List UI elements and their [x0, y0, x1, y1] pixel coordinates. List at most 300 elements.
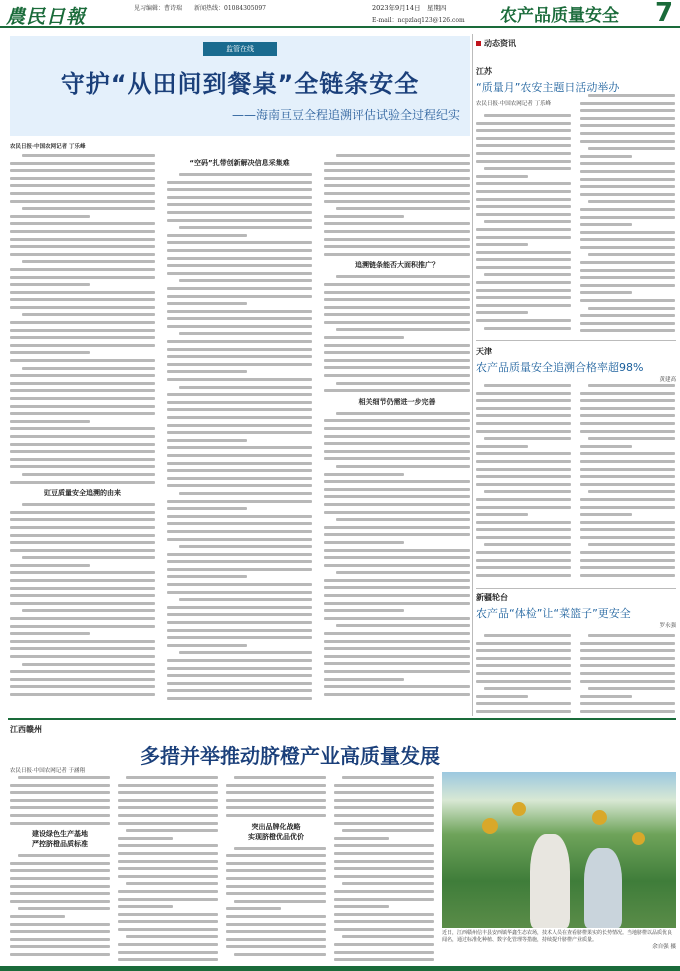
text-line [324, 336, 404, 339]
text-line [167, 181, 312, 184]
text-line [476, 702, 571, 705]
text-line [476, 475, 571, 478]
text-line [118, 905, 173, 908]
text-line [324, 480, 470, 483]
text-line [10, 806, 110, 809]
text-line [580, 246, 675, 249]
text-line [484, 327, 571, 330]
text-line [10, 784, 110, 787]
text-line [476, 664, 571, 667]
text-line [476, 672, 571, 675]
text-line [10, 647, 155, 650]
text-line [334, 799, 434, 802]
text-line [336, 382, 470, 385]
text-line [580, 695, 632, 698]
text-line [476, 296, 571, 299]
text-line [167, 629, 312, 632]
text-line [588, 490, 675, 493]
text-line [10, 359, 155, 362]
text-line [580, 710, 675, 713]
text-line [476, 190, 571, 193]
story-author: 罗永强 [659, 623, 676, 629]
text-line [118, 958, 218, 961]
text-line [10, 693, 155, 696]
text-line [10, 670, 155, 673]
text-line [580, 559, 675, 562]
text-line [10, 678, 155, 681]
text-line [118, 951, 218, 954]
text-line [324, 177, 470, 180]
text-line [580, 208, 675, 211]
text-line [324, 678, 404, 681]
text-line [179, 492, 312, 495]
text-line [580, 702, 675, 705]
text-line [580, 672, 675, 675]
text-line [476, 160, 571, 163]
text-line [167, 401, 312, 404]
text-line [580, 528, 675, 531]
text-line [167, 295, 312, 298]
text-line [179, 279, 312, 282]
sidebar-story-luntai [476, 592, 676, 629]
text-line [324, 427, 470, 430]
text-line [580, 422, 675, 425]
page-number: 7 [655, 0, 674, 28]
text-line [324, 162, 470, 165]
text-line [580, 445, 632, 448]
lead-subhead-details: 相关细节仍需进一步完善 [358, 397, 436, 406]
sidebar-column-label: 动态资讯 [476, 38, 516, 49]
text-line [10, 443, 155, 446]
text-line [324, 306, 470, 309]
story-location: 天津 [476, 347, 492, 356]
text-line [324, 685, 470, 688]
text-line [10, 632, 90, 635]
text-line [167, 302, 247, 305]
text-line [342, 882, 434, 885]
text-line [336, 207, 470, 210]
text-line [324, 511, 470, 514]
lead-column-1 [10, 154, 155, 709]
text-line [179, 226, 312, 229]
text-line [476, 407, 571, 410]
text-line [167, 469, 312, 472]
text-line [167, 272, 312, 275]
lead-column-2 [167, 154, 312, 709]
text-line [118, 852, 218, 855]
text-line [179, 598, 312, 601]
text-line [324, 419, 470, 422]
text-line [126, 829, 218, 832]
masthead [0, 0, 680, 28]
newspaper-logo: 農民日報 [6, 6, 87, 28]
text-line [342, 776, 434, 779]
text-line [476, 251, 571, 254]
text-line [167, 613, 312, 616]
text-line [476, 551, 571, 554]
text-line [167, 538, 312, 541]
text-line [588, 147, 675, 150]
text-line [167, 568, 312, 571]
text-line [484, 220, 571, 223]
text-line [324, 503, 470, 506]
text-line [118, 875, 218, 878]
text-line [324, 549, 470, 552]
text-line [580, 109, 675, 112]
text-line [226, 877, 326, 880]
text-line [226, 930, 326, 933]
text-line [334, 784, 434, 787]
text-line [476, 205, 571, 208]
luntai-text-col-2 [580, 634, 675, 716]
text-line [324, 291, 470, 294]
text-line [476, 319, 571, 322]
text-line [588, 687, 675, 690]
bottom-byline: 农民日报·中国农网记者 于涵翔 [10, 768, 85, 774]
lead-subhead-origin: 豇豆质量安全追溯的由来 [44, 489, 121, 498]
text-line [342, 935, 434, 938]
text-line [226, 806, 326, 809]
text-line [484, 114, 571, 117]
text-line [334, 943, 434, 946]
text-line [476, 392, 571, 395]
text-line [336, 518, 470, 521]
text-line [476, 649, 571, 652]
text-line [580, 314, 675, 317]
text-line [10, 238, 155, 241]
text-line [476, 289, 571, 292]
lead-article [10, 36, 470, 716]
text-line [167, 241, 312, 244]
text-line [334, 814, 434, 817]
lead-title[interactable]: 守护“从田间到餐桌”全链条安全 [60, 70, 420, 98]
luntai-text-col-1 [476, 634, 571, 716]
text-line [226, 907, 281, 910]
text-line [234, 900, 326, 903]
text-line [588, 384, 675, 387]
text-line [580, 269, 675, 272]
text-line [10, 230, 155, 233]
text-line [476, 182, 571, 185]
text-line [324, 457, 470, 460]
text-line [167, 355, 312, 358]
text-line [167, 575, 247, 578]
text-line [167, 219, 312, 222]
text-line [10, 945, 110, 948]
text-line [484, 687, 571, 690]
text-line [167, 317, 312, 320]
text-line [10, 382, 155, 385]
text-line [167, 196, 312, 199]
text-line [580, 452, 675, 455]
tianjin-text-col-2 [580, 384, 675, 584]
text-line [10, 602, 155, 605]
text-line [580, 162, 675, 165]
text-line [10, 291, 155, 294]
text-line [580, 322, 675, 325]
text-line [476, 414, 571, 417]
text-line [118, 791, 218, 794]
text-line [10, 184, 155, 187]
text-line [476, 483, 571, 486]
text-line [22, 663, 155, 666]
text-line [324, 533, 470, 536]
text-line [22, 609, 155, 612]
text-line [167, 606, 312, 609]
text-line [324, 351, 470, 354]
text-line [336, 328, 470, 331]
story-headline[interactable]: 农产品“体检”让“菜篮子”更安全 [476, 607, 631, 620]
text-line [580, 124, 675, 127]
text-line [10, 953, 110, 956]
text-line [580, 414, 675, 417]
text-line [580, 468, 675, 471]
text-line [234, 847, 326, 850]
text-line [336, 275, 470, 278]
bottom-column-2 [118, 776, 218, 962]
text-line [118, 920, 218, 923]
text-line [167, 203, 312, 206]
text-line [324, 640, 470, 643]
text-line [10, 511, 155, 514]
text-line [10, 329, 155, 332]
text-line [324, 526, 470, 529]
text-line [10, 245, 155, 248]
text-line [10, 458, 155, 461]
text-line [476, 468, 571, 471]
text-line [476, 430, 571, 433]
text-line [580, 140, 675, 143]
story-location: 新疆轮台 [476, 593, 508, 602]
text-line [324, 617, 470, 620]
text-line [10, 435, 155, 438]
text-line [324, 556, 470, 559]
text-line [167, 249, 312, 252]
photo-credit: 余自强 摄 [652, 944, 676, 950]
bottom-title[interactable]: 多措并举推动脐橙产业高质量发展 [140, 744, 440, 768]
text-line [476, 236, 571, 239]
text-line [167, 363, 312, 366]
text-line [226, 784, 326, 787]
text-line [334, 806, 434, 809]
text-line [10, 822, 110, 825]
text-line [167, 234, 247, 237]
text-line [10, 344, 155, 347]
text-line [10, 321, 155, 324]
text-line [580, 193, 675, 196]
text-line [167, 188, 312, 191]
text-line [580, 299, 675, 302]
text-line [10, 192, 155, 195]
lead-column-3 [324, 154, 470, 709]
text-line [476, 175, 528, 178]
text-line [10, 892, 110, 895]
text-line [324, 670, 470, 673]
text-line [476, 266, 571, 269]
text-line [324, 222, 470, 225]
text-line [580, 475, 675, 478]
text-line [580, 170, 675, 173]
bottom-subhead-brand: 突出品牌化战略 实现脐橙优品优价 [248, 822, 304, 841]
text-line [179, 651, 312, 654]
text-line [324, 473, 404, 476]
text-line [580, 551, 675, 554]
text-line [226, 854, 326, 857]
text-line [10, 549, 155, 552]
text-line [10, 923, 110, 926]
text-line [10, 938, 110, 941]
text-line [22, 473, 155, 476]
text-line [580, 117, 675, 120]
text-line [334, 860, 434, 863]
text-line [167, 370, 247, 373]
text-line [10, 518, 155, 521]
text-line [167, 378, 312, 381]
text-line [476, 695, 528, 698]
text-line [167, 446, 312, 449]
lead-subhead-promotion: 追溯链条能否大面积推广？ [355, 261, 439, 270]
text-line [476, 311, 528, 314]
text-line [10, 814, 110, 817]
text-line [226, 869, 326, 872]
text-line [580, 216, 675, 219]
text-line [580, 513, 632, 516]
bottom-article [10, 722, 676, 964]
text-line [167, 560, 312, 563]
text-line [476, 281, 571, 284]
text-line [167, 348, 312, 351]
story-headline[interactable]: 农产品质量安全追溯合格率超98% [476, 361, 644, 374]
text-line [167, 431, 312, 434]
text-line [10, 162, 155, 165]
bottom-column-3 [226, 776, 326, 962]
text-line [167, 697, 312, 700]
text-line [10, 374, 155, 377]
text-line [10, 655, 155, 658]
contact-email: E-mail：ncpzlaq123@126.com [372, 17, 465, 24]
text-line [10, 930, 110, 933]
text-line [10, 222, 155, 225]
text-line [336, 571, 470, 574]
text-line [476, 399, 571, 402]
text-line [226, 814, 326, 817]
text-line [167, 310, 312, 313]
text-line [167, 340, 312, 343]
masthead-editor-info: 见习编辑：曹诗瑞 新闻热线：01084305097 [134, 5, 266, 12]
text-line [476, 422, 571, 425]
text-line [476, 710, 571, 713]
text-line [476, 559, 571, 562]
section-title: 农产品质量安全 [500, 6, 619, 26]
text-line [10, 862, 110, 865]
text-line [10, 640, 155, 643]
text-line [476, 144, 571, 147]
text-line [476, 536, 571, 539]
text-line [476, 228, 571, 231]
tianjin-text-col-1 [476, 384, 571, 584]
text-line [334, 875, 434, 878]
text-line [324, 609, 404, 612]
text-line [588, 307, 675, 310]
text-line [324, 442, 470, 445]
story-headline[interactable]: “质量月”农安主题日活动举办 [476, 81, 620, 94]
text-line [484, 384, 571, 387]
text-line [10, 253, 155, 256]
text-line [10, 877, 110, 880]
text-line [476, 528, 571, 531]
text-line [10, 534, 155, 537]
text-line [22, 207, 155, 210]
text-line [580, 185, 675, 188]
text-line [10, 351, 90, 354]
text-line [10, 915, 65, 918]
text-line [476, 642, 571, 645]
text-line [226, 938, 326, 941]
text-line [226, 799, 326, 802]
text-line [334, 913, 434, 916]
text-line [580, 657, 675, 660]
text-line [10, 799, 110, 802]
text-line [118, 844, 218, 847]
text-line [324, 184, 470, 187]
text-line [476, 137, 571, 140]
text-line [10, 397, 155, 400]
text-line [324, 495, 470, 498]
text-line [234, 776, 326, 779]
text-line [588, 543, 675, 546]
text-line [476, 460, 571, 463]
issue-date: 2023年9月14日 星期四 [372, 4, 447, 12]
text-line [10, 617, 155, 620]
text-line [484, 490, 571, 493]
text-line [22, 503, 155, 506]
text-line [10, 450, 155, 453]
text-line [10, 420, 90, 423]
text-line [10, 481, 155, 484]
text-line [334, 928, 434, 931]
text-line [334, 791, 434, 794]
text-line [167, 484, 312, 487]
text-line [580, 430, 675, 433]
text-line [10, 625, 155, 628]
photo-caption [442, 930, 676, 951]
text-line [324, 298, 470, 301]
text-line [580, 664, 675, 667]
text-line [580, 649, 675, 652]
text-line [18, 907, 110, 910]
text-line [476, 258, 571, 261]
text-line [10, 405, 155, 408]
text-line [324, 655, 470, 658]
text-line [324, 647, 470, 650]
text-line [10, 900, 110, 903]
text-line [324, 230, 470, 233]
text-line [167, 689, 312, 692]
text-line [167, 636, 312, 639]
text-line [324, 321, 470, 324]
text-line [10, 571, 155, 574]
text-line [580, 483, 675, 486]
text-line [10, 169, 155, 172]
text-line [167, 674, 312, 677]
text-line [10, 791, 110, 794]
caption-text: 近日，江西赣州信丰县安西镇华鑫生态农场，技术人员在查看脐橙果实的长势情况。当地脐橙以品质优良闻名，通过标准化种植、数字化管理等措施，持续提升脐橙产业质量。 [442, 930, 673, 943]
text-line [167, 424, 312, 427]
text-line [18, 776, 110, 779]
text-line [580, 506, 675, 509]
text-line [118, 928, 218, 931]
text-line [580, 276, 675, 279]
